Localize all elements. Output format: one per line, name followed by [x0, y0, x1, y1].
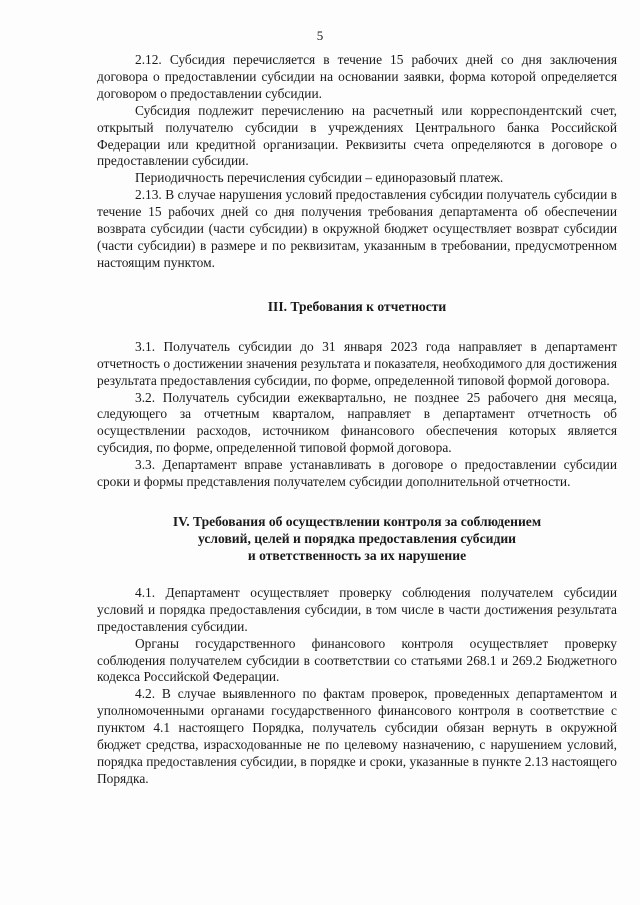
- paragraph-control-bodies: Органы государственного финансового контроля осуществляет проверку соблюдения получателем субсидии в соответствии со статьями 268.1 и 269.2 Бюджетного кодекса Российской Федерации.: [97, 635, 617, 685]
- paragraph-3-3: 3.3. Департамент вправе устанавливать в договоре о предоставлении субсидии сроки и формы представления получателем субсидии дополнительной отчетности.: [97, 457, 617, 490]
- paragraph-2-13: 2.13. В случае нарушения условий предоставления субсидии получатель субсидии в течение 15 рабочих дней со дня получения требования департамента об обеспечении возврата субсидии (части субсидии) в окружной бюджет осуществляет возврат субсидии (части субсидии) в размере и по реквизитам, указанным в требовании, предусмотренном настоящим пунктом.: [97, 187, 617, 270]
- paragraph-account: Субсидия подлежит перечислению на расчетный или корреспондентский счет, открытый получателю субсидии в учреждениях Центрального банка Российской Федерации или кредитной организации. Реквизиты счета определяются в договоре о предоставлении субсидии.: [97, 102, 617, 169]
- paragraph-4-2: 4.2. В случае выявленного по фактам проверок, проведенных департаментом и уполномоченными органами государственного финансового контроля в соответствие с пунктом 4.1 настоящего Порядка, получатель субсидии обязан вернуть в окружной бюджет средства, израсходованные не по целевому назначению, с нарушением условий, порядка предоставления субсидии, в порядке и сроки, указанные в пункте 2.13 настоящего Порядка.: [97, 686, 617, 786]
- section-4-heading-line-3: и ответственность за их нарушение: [247, 547, 467, 563]
- section-4-heading-line-2: условий, целей и порядка предоставления субсидии: [197, 530, 517, 546]
- section-3-heading: III. Требования к отчетности: [267, 298, 447, 314]
- paragraph-3-2: 3.2. Получатель субсидии ежеквартально, не позднее 25 рабочего дня месяца, следующего за отчетным кварталом, направляет в департамент отчетность об осуществлении расходов, источником финансового обеспечения которых является субсидия, по форме, определенной типовой формой договора.: [97, 389, 617, 456]
- paragraph-4-1: 4.1. Департамент осуществляет проверку соблюдения получателем субсидии условий и порядка предоставления субсидии, в том числе в части достижения результата предоставления субсидии.: [97, 584, 617, 634]
- section-4-heading-line-1: IV. Требования об осуществлении контроля за соблюдением: [172, 513, 542, 529]
- page-number: 5: [316, 28, 324, 43]
- paragraph-3-1: 3.1. Получатель субсидии до 31 января 2023 года направляет в департамент отчетность о достижении значения результата и показателя, необходимого для достижения результата предоставления субсидии, по форме, определенной типовой формой договора.: [97, 338, 617, 388]
- paragraph-periodicity: Периодичность перечисления субсидии – единоразовый платеж.: [135, 170, 504, 186]
- document-body: [97, 52, 617, 788]
- paragraph-2-12: 2.12. Субсидия перечисляется в течение 15 рабочих дней со дня заключения договора о предоставлении субсидии на основании заявки, форма которой определяется договором о предоставлении субсидии.: [97, 52, 617, 101]
